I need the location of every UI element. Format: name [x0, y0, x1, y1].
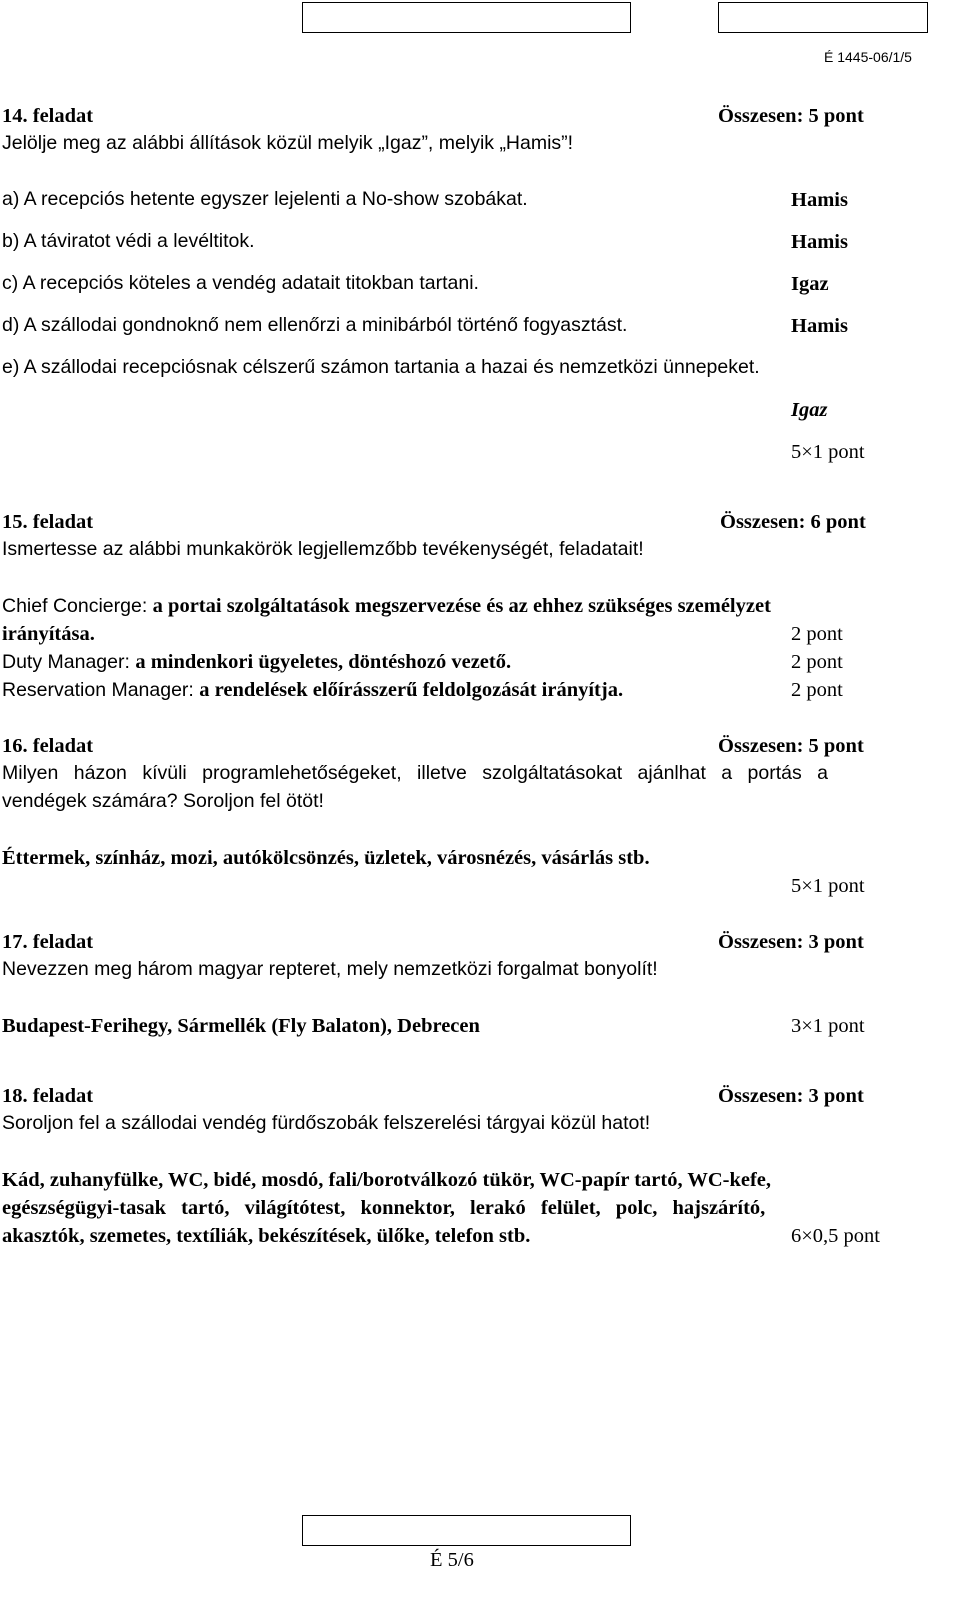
- task16-total: Összesen: 5 pont: [718, 735, 864, 757]
- task14-total: Összesen: 5 pont: [718, 105, 864, 127]
- task16-title: 16. feladat: [2, 735, 94, 757]
- task15-row-duty-manager: [2, 652, 511, 673]
- task14-item-b: b) A táviratot védi a levéltitok.: [2, 230, 255, 252]
- duty-manager-label: Duty Manager:: [2, 651, 136, 673]
- task18-title: 18. feladat: [2, 1085, 94, 1107]
- task18-answer-line3: akasztók, szemetes, textíliák, bekészítések, ülőke, telefon stb.: [2, 1225, 531, 1247]
- duty-manager-answer: a mindenkori ügyeletes, döntéshozó vezető.: [135, 651, 512, 673]
- task14-answer-d: Hamis: [791, 315, 848, 337]
- reservation-manager-points: 2 pont: [791, 679, 843, 701]
- duty-manager-points: 2 pont: [791, 651, 843, 673]
- task18-answer-line1: Kád, zuhanyfülke, WC, bidé, mosdó, fali/borotválkozó tükör, WC-papír tartó, WC-kefe,: [2, 1169, 772, 1191]
- chief-concierge-answer-cont: irányítása.: [2, 623, 95, 645]
- task14-item-d: d) A szállodai gondnoknő nem ellenőrzi a minibárból történő fogyasztást.: [2, 314, 628, 336]
- task14-item-e: e) A szállodai recepciósnak célszerű számon tartania a hazai és nemzetközi ünnepeket.: [2, 356, 760, 378]
- task14-score: 5×1 pont: [791, 441, 865, 463]
- task15-total: Összesen: 6 pont: [720, 511, 866, 533]
- task18-instruction: Soroljon fel a szállodai vendég fürdőszobák felszerelési tárgyai közül hatot!: [2, 1112, 651, 1134]
- chief-concierge-label: Chief Concierge:: [2, 595, 153, 617]
- task16-instruction-line1: [2, 764, 920, 784]
- header-box-right: [718, 2, 928, 33]
- task18-total: Összesen: 3 pont: [718, 1085, 864, 1107]
- task14-title: 14. feladat: [2, 105, 94, 127]
- task17-total: Összesen: 3 pont: [718, 931, 864, 953]
- task17-answer: Budapest-Ferihegy, Sármellék (Fly Balaton), Debrecen: [2, 1015, 480, 1037]
- task18-score: 6×0,5 pont: [791, 1225, 881, 1247]
- chief-concierge-points: 2 pont: [791, 623, 843, 645]
- task15-row-reservation-manager: [2, 680, 623, 701]
- chief-concierge-answer: a portai szolgáltatások megszervezése és az ehhez szükséges személyzet: [152, 595, 771, 617]
- task18-answer-line2: egészségügyi-tasak tartó, világítótest, konnektor, lerakó felület, polc, hajszárító,: [2, 1197, 766, 1219]
- reservation-manager-label: Reservation Manager:: [2, 679, 200, 701]
- footer-box: [302, 1515, 631, 1546]
- task16-score: 5×1 pont: [791, 875, 865, 897]
- task15-title: 15. feladat: [2, 511, 94, 533]
- task14-answer-c: Igaz: [791, 273, 829, 295]
- page-number: É 5/6: [430, 1549, 474, 1571]
- task17-score: 3×1 pont: [791, 1015, 865, 1037]
- task15-row-chief-concierge: [2, 596, 771, 617]
- task16-instruction-text: Milyen házon kívüli programlehetőségeket, illetve szolgáltatásokat ajánlhat a portás a: [2, 762, 829, 784]
- task15-instruction: Ismertesse az alábbi munkakörök legjellemzőbb tevékenységét, feladatait!: [2, 538, 644, 560]
- task16-instruction-line2: vendégek számára? Soroljon fel ötöt!: [2, 790, 324, 812]
- reservation-manager-answer: a rendelések előírásszerű feldolgozását irányítja.: [199, 679, 624, 701]
- task14-instruction: Jelölje meg az alábbi állítások közül melyik „Igaz”, melyik „Hamis”!: [2, 132, 574, 154]
- task14-answer-b: Hamis: [791, 231, 848, 253]
- task14-answer-e: Igaz: [791, 399, 828, 421]
- task17-instruction: Nevezzen meg három magyar repteret, mely nemzetközi forgalmat bonyolít!: [2, 958, 658, 980]
- task17-title: 17. feladat: [2, 931, 94, 953]
- task14-item-c: c) A recepciós köteles a vendég adatait titokban tartani.: [2, 272, 479, 294]
- task16-answer: Éttermek, színház, mozi, autókölcsönzés, üzletek, városnézés, vásárlás stb.: [2, 847, 650, 869]
- document-code: É 1445-06/1/5: [824, 49, 912, 65]
- header-box-left: [302, 2, 631, 33]
- task14-item-a: a) A recepciós hetente egyszer lejelenti a No-show szobákat.: [2, 188, 528, 210]
- task14-answer-a: Hamis: [791, 189, 848, 211]
